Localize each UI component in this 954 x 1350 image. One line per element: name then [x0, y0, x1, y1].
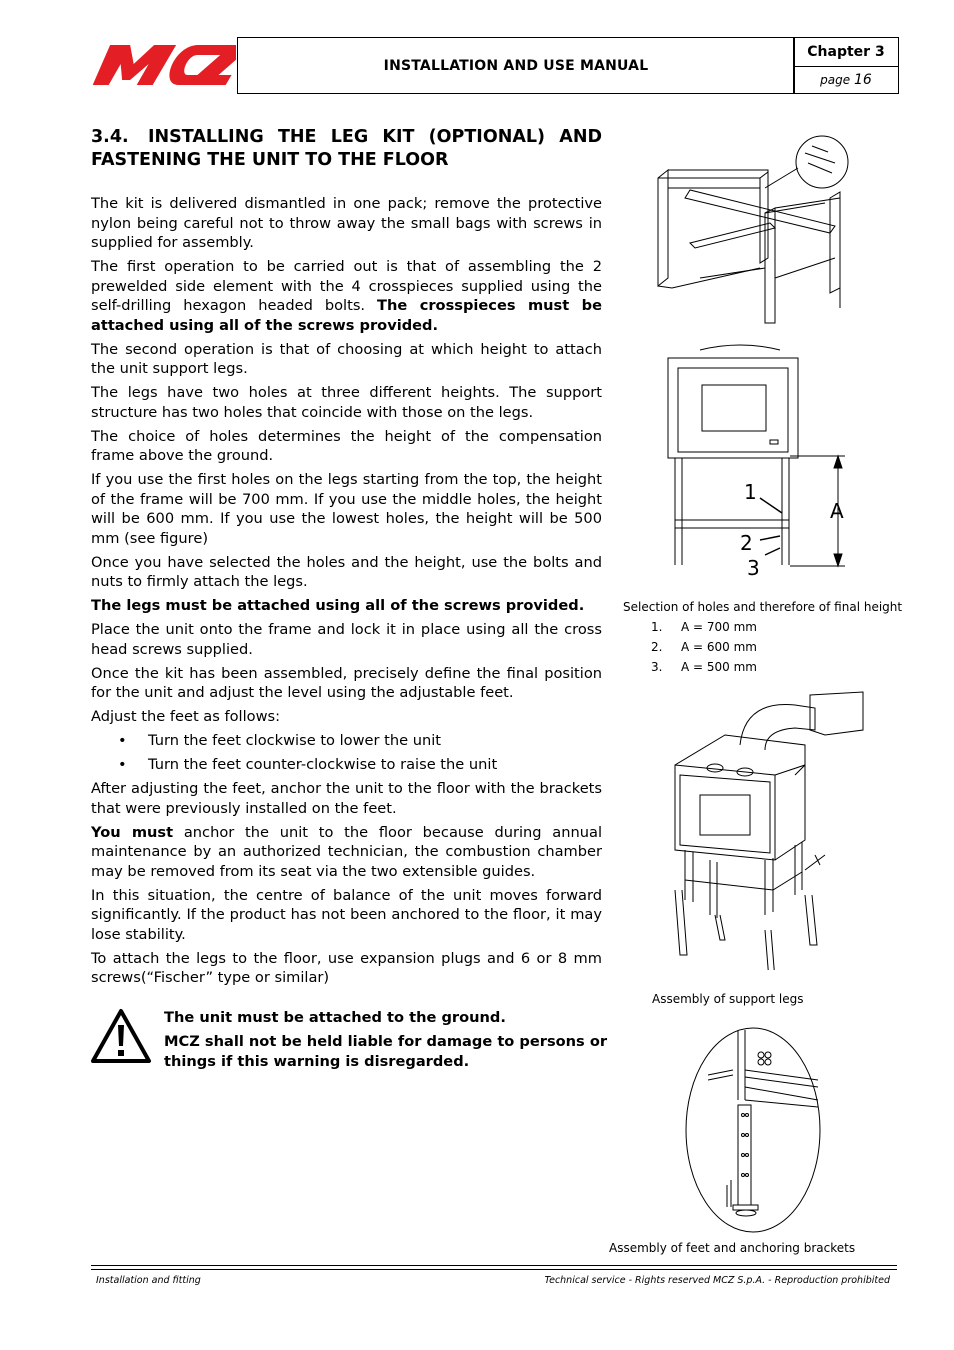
height-option: [651, 637, 757, 657]
height-option-text: A = 600 mm: [681, 640, 757, 654]
figure-caption-support-legs: Assembly of support legs: [652, 992, 804, 1006]
support-legs-figure: [665, 690, 870, 970]
frame-assembly-figure: [650, 128, 860, 328]
height-option: [651, 657, 757, 677]
adjust-list: [91, 731, 602, 775]
footer-divider: [91, 1265, 897, 1266]
paragraph: The second operation is that of choosing at which height to attach the unit support legs.: [91, 340, 602, 377]
height-option-text: A = 500 mm: [681, 660, 757, 674]
paragraph: If you use the first holes on the legs starting from the top, the height of the frame will be 700 mm. If you use the middle holes, the height will be 600 mm. If you use the lowest holes, the height will be 500 mm (see figure): [91, 471, 602, 547]
section-number: 3.4.: [91, 127, 129, 147]
height-option-number: 2.: [651, 640, 663, 654]
warning-line: The unit must be attached to the ground.: [164, 1009, 506, 1026]
height-label-1: 1: [744, 480, 757, 504]
paragraph-emphasis: The legs must be attached using all of the screws provided.: [91, 597, 585, 614]
chapter-label: Chapter 3: [794, 38, 898, 67]
manual-title: INSTALLATION AND USE MANUAL: [383, 58, 649, 74]
paragraph: After adjusting the feet, anchor the unit to the floor with the brackets that were previously installed on the feet.: [91, 780, 602, 817]
paragraph-emphasis: The crosspieces must be attached using all of the screws provided.: [91, 297, 602, 334]
paragraph-emphasis: You must: [91, 823, 174, 841]
warning-line: MCZ shall not be held liable for damage to persons or things if this warning is disregarded.: [164, 1033, 608, 1070]
feet-brackets-figure: [683, 1025, 823, 1235]
warning-text: [164, 1008, 610, 1076]
paragraph-text: anchor the unit to the floor because during annual maintenance by an authorized technician, the combustion chamber may be removed from its seat via the two extensible guides.: [91, 823, 602, 880]
paragraph: The choice of holes determines the height of the compensation frame above the ground.: [91, 427, 602, 464]
paragraph: Place the unit onto the frame and lock it in place using all the cross head screws supplied.: [91, 621, 602, 658]
paragraph: To attach the legs to the floor, use expansion plugs and 6 or 8 mm screws(“Fischer” type or similar): [91, 949, 602, 986]
footer-left-text: Installation and fitting: [96, 1275, 201, 1286]
mcz-logo: [91, 42, 236, 88]
height-option: [651, 617, 757, 637]
paragraph: Once you have selected the holes and the height, use the bolts and nuts to firmly attach the legs.: [91, 553, 602, 590]
paragraph: The legs have two holes at three different heights. The support structure has two holes that coincide with those on the legs.: [91, 384, 602, 421]
footer-right-text: Technical service - Rights reserved MCZ S.p.A. - Reproduction prohibited: [544, 1275, 890, 1286]
paragraph-bold: [91, 596, 602, 616]
height-option-text: A = 700 mm: [681, 620, 757, 634]
figure-caption-feet-brackets: Assembly of feet and anchoring brackets: [609, 1241, 856, 1255]
height-label-a: A: [830, 499, 844, 523]
figure-caption-heights: Selection of holes and therefore of final height: [623, 600, 903, 614]
section-title: INSTALLING THE LEG KIT (OPTIONAL) AND FASTENING THE UNIT TO THE FLOOR: [91, 127, 602, 170]
page-label: page: [820, 73, 851, 87]
paragraph: Once the kit has been assembled, precisely define the final position for the unit and adjust the level using the adjustable feet.: [91, 664, 602, 701]
height-label-3: 3: [747, 556, 760, 580]
paragraph: [91, 823, 602, 882]
chapter-box: [793, 37, 899, 94]
body-text: [91, 194, 602, 992]
page-number: 16: [853, 72, 872, 88]
height-option-number: 3.: [651, 660, 663, 674]
warning-icon: [90, 1008, 152, 1064]
footer-divider: [91, 1269, 897, 1270]
height-label-2: 2: [740, 531, 753, 555]
height-selection-figure: [660, 340, 860, 580]
section-heading: [91, 126, 602, 172]
height-option-number: 1.: [651, 620, 663, 634]
paragraph-text: The first operation to be carried out is that of assembling the 2 prewelded side element with the 4 crosspieces supplied using the self-drilling hexagon headed bolts.: [91, 258, 602, 314]
list-item: • Turn the feet clockwise to lower the unit: [91, 731, 602, 751]
header-title-box: [237, 37, 795, 94]
paragraph: Adjust the feet as follows:: [91, 708, 281, 725]
paragraph: In this situation, the centre of balance of the unit moves forward significantly. If the product has not been anchored to the floor, it may lose stability.: [91, 886, 602, 943]
list-item: • Turn the feet counter-clockwise to raise the unit: [91, 755, 602, 775]
paragraph: [91, 257, 602, 335]
paragraph: The kit is delivered dismantled in one pack; remove the protective nylon being careful not to throw away the small bags with screws in supplied for assembly.: [91, 195, 602, 251]
page-indicator: [794, 67, 898, 93]
